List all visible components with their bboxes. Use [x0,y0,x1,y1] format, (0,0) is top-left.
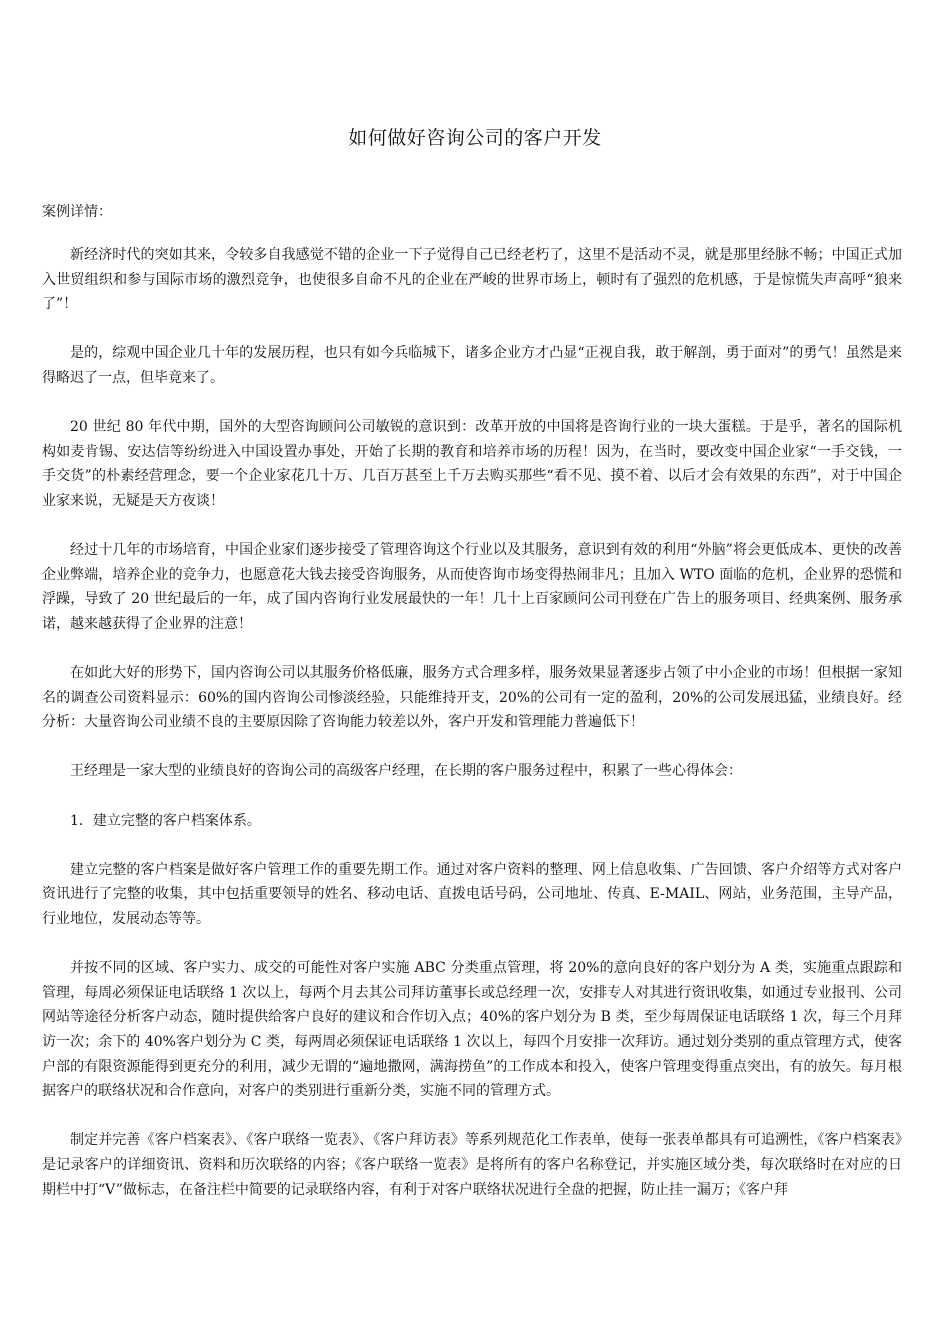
paragraph-6: 王经理是一家大型的业绩良好的咨询公司的高级客户经理，在长期的客户服务过程中，积累了一些心得体会： [70,763,742,780]
paragraph-7: 1．建立完整的客户档案体系。 [70,812,261,829]
paragraph-5: 在如此大好的形势下，国内咨询公司以其服务价格低廉，服务方式合理多样，服务效果显著逐步占领了中小企业的市场！但根据一家知名的调查公司资料显示：60%的国内咨询公司惨淡经验，只能维持开支，20%的公司有一定的盈利，20%的公司发展迅猛，业绩良好。经分析：大量咨询公司业绩不良的主要原因除了咨询能力较差以外，客户开发和管理能力普遍低下！ [42,665,902,731]
document-body [42,243,902,1227]
paragraph-9: 并按不同的区域、客户实力、成交的可能性对客户实施 ABC 分类重点管理，将 20%的意向良好的客户划分为 A 类，实施重点跟踪和管理，每周必须保证电话联络 1 次以上，每两个月去其公司拜访董事长或总经理一次，安排专人对其进行资讯收集，如通过专业报刊、公司网站等途径分析客户动态，随时提供给客户良好的建议和合作切入点；40%的客户划分为 B 类，至少每周保证电话联络 1 次，每三个月拜访一次；余下的 40%客户划分为 C 类，每两周必须保证电话联络 1 次以上，每四个月安排一次拜访。通过划分类别的重点管理方式，使客户部的有限资源能得到更充分的利用，减少无谓的“遍地撒网，满海捞鱼”的工作成本和投入，使客户管理变得重点突出，有的放矢。每月根据客户的联络状况和合作意向，对客户的类别进行重新分类，实施不同的管理方式。 [42,960,902,1100]
paragraph-10: 制定并完善《客户档案表》、《客户联络一览表》、《客户拜访表》等系列规范化工作表单，使每一张表单都具有可追溯性，《客户档案表》是记录客户的详细资讯、资料和历次联络的内容；《客户联络一览表》是将所有的客户名称登记，并实施区域分类，每次联络时在对应的日期栏中打“V”做标志，在备注栏中简要的记录联络内容，有利于对客户联络状况进行全盘的把握，防止挂一漏万；《客户拜 [42,1132,902,1198]
paragraph-4: 经过十几年的市场培育，中国企业家们逐步接受了管理咨询这个行业以及其服务，意识到有效的利用“外脑”将会更低成本、更快的改善企业弊端，培养企业的竞争力，也愿意花大钱去接受咨询服务，从而使咨询市场变得热闹非凡；且加入 WTO 面临的危机，企业界的恐慌和浮躁，导致了 20 世纪最后的一年，成了国内咨询行业发展最快的一年！几十上百家顾问公司刊登在广告上的服务项目、经典案例、服务承诺，越来越获得了企业界的注意！ [42,542,902,632]
paragraph-3: 20 世纪 80 年代中期，国外的大型咨询顾问公司敏锐的意识到：改革开放的中国将是咨询行业的一块大蛋糕。于是乎，著名的国际机构如麦肯锡、安达信等纷纷进入中国设置办事处，开始了长期的教育和培养市场的历程！因为，在当时，要改变中国企业家“一手交钱，一手交货”的朴素经营理念，要一个企业家花几十万、几百万甚至上千万去购买那些“看不见、摸不着、以后才会有效果的东西”，对于中国企业家来说，无疑是天方夜谈！ [42,419,902,509]
paragraph-2: 是的，综观中国企业几十年的发展历程，也只有如今兵临城下，诸多企业方才凸显“正视自我，敢于解剖，勇于面对”的勇气！虽然是来得略迟了一点，但毕竟来了。 [42,345,902,386]
paragraph-8: 建立完整的客户档案是做好客户管理工作的重要先期工作。通过对客户资料的整理、网上信息收集、广告回馈、客户介绍等方式对客户资讯进行了完整的收集，其中包括重要领导的姓名、移动电话、直拨电话号码，公司地址、传真、E-MAIL、网站，业务范围，主导产品，行业地位，发展动态等等。 [42,861,902,928]
section-label: 案例详情： [42,204,112,220]
paragraph-1: 新经济时代的突如其来，令较多自我感觉不错的企业一下子觉得自己已经老朽了，这里不是活动不灵，就是那里经脉不畅；中国正式加入世贸组织和参与国际市场的激烈竞争，也使很多自命不凡的企业在严峻的世界市场上，顿时有了强烈的危机感，于是惊慌失声高呼“狼来了”！ [42,247,902,313]
document-title: 如何做好咨询公司的客户开发 [348,127,602,149]
